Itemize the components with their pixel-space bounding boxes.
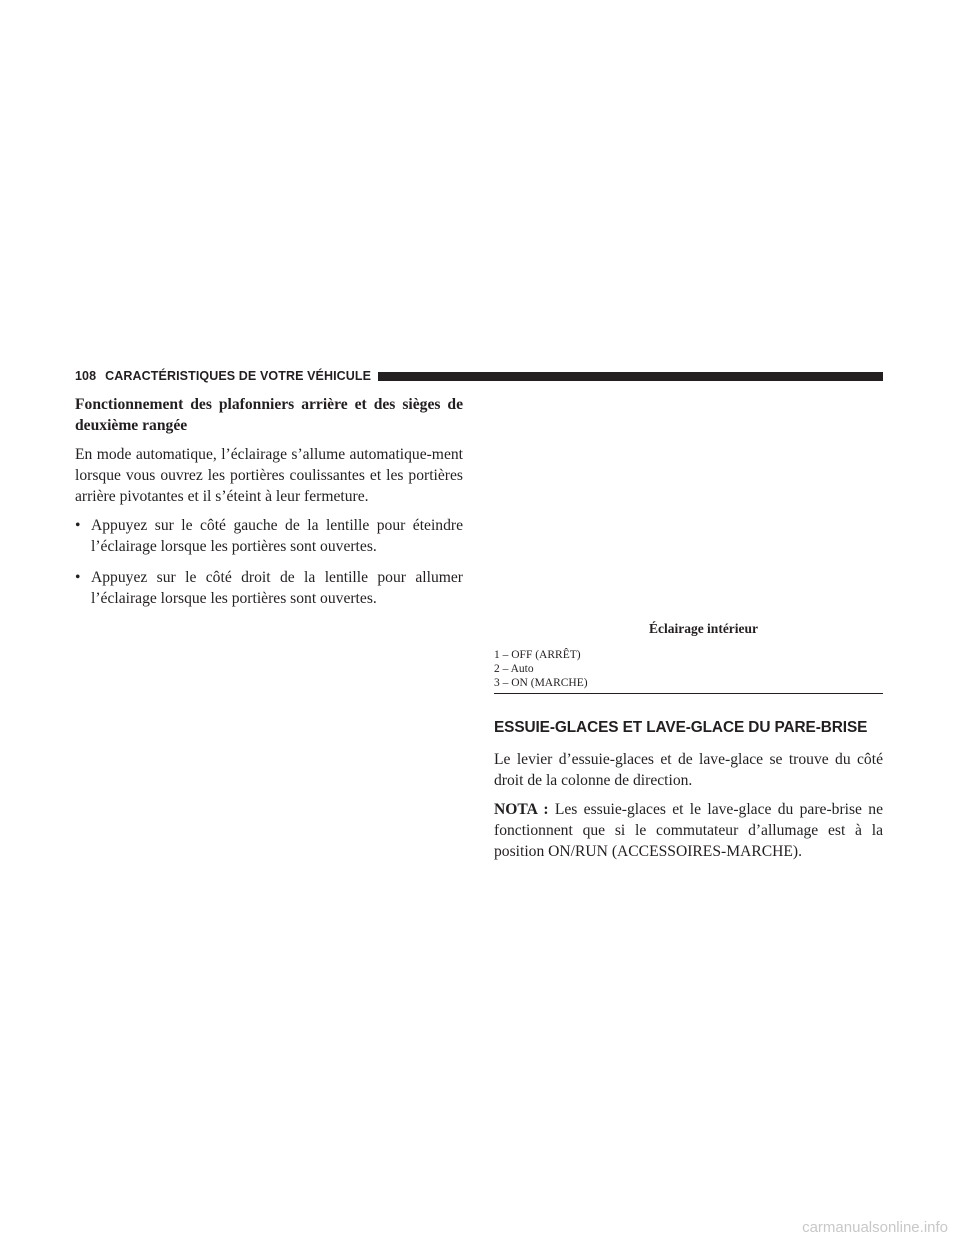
legend-item-auto: 2 – Auto [494,663,534,675]
nota-label: NOTA : [494,801,549,818]
body-paragraph: En mode automatique, l’éclairage s’allume automatique-ment lorsque vous ouvrez les portières coulissantes et les portières arrière pivotantes et il s’éteint à leur fermeture. [75,446,463,505]
list-item [75,567,463,609]
figure-legend [494,648,883,694]
subsection-heading: Fonctionnement des plafonniers arrière et des sièges de deuxième rangée [75,396,463,434]
page-header [75,366,883,386]
bullet-list [75,515,463,609]
nota-text: Les essuie-glaces et le lave-glace du pare-brise ne fonctionnent que si le commutateur d’allumage est à la position ON/RUN (ACCESSOIRES-MARCHE). [494,801,883,860]
list-item [75,515,463,557]
figure-caption: Éclairage intérieur [648,621,759,636]
page-number: 108 [75,369,97,383]
nota-paragraph [494,799,883,862]
bullet-icon: • [75,569,81,586]
left-column [75,394,463,619]
header-rule [378,372,883,381]
list-item-text: Appuyez sur le côté gauche de la lentille pour éteindre l’éclairage lorsque les portières sont ouvertes. [91,517,463,555]
legend-item-off: 1 – OFF (ARRÊT) [494,649,581,661]
legend-item-on: 3 – ON (MARCHE) [494,677,588,689]
list-item-text: Appuyez sur le côté droit de la lentille pour allumer l’éclairage lorsque les portières sont ouvertes. [91,569,463,607]
section-title: CARACTÉRISTIQUES DE VOTRE VÉHICULE [105,369,372,383]
bullet-icon: • [75,517,81,534]
body-paragraph: Le levier d’essuie-glaces et de lave-glace se trouve du côté droit de la colonne de direction. [494,751,883,789]
right-column [494,620,883,870]
section-heading: ESSUIE-GLACES ET LAVE-GLACE DU PARE-BRISE [494,719,868,736]
watermark: carmanualsonline.info [802,1219,948,1236]
